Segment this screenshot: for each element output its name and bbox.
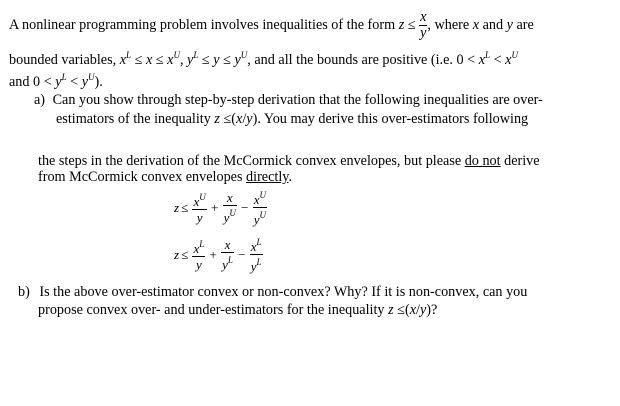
fraction-x-over-y: $\frac{x}{y}$ (420, 9, 427, 41)
equation-lower-estimator: z ≤ $\frac{x^L}{y}$ + $\frac{x}{y^L}$ − $\frac{x^L}{y^L}$ (174, 237, 262, 274)
part-a-line-3: the steps in the derivation of the McCormick convex envelopes, but please do not derive (38, 153, 540, 169)
emphasis-directly: directly (246, 169, 289, 185)
part-b-label: b) (18, 284, 30, 300)
part-a-label: a) (34, 92, 46, 108)
intro-text: A nonlinear programming problem involves inequalities of the form (9, 16, 396, 33)
intro-line-3: and $0 < y^L < y^U$). (9, 72, 103, 90)
part-a-line-4: from McCormick convex envelopes directly. (38, 169, 292, 185)
intro-line-2: bounded variables, $x^L \le x \le x^U$, $y^L \le y \le y^U$, and all the bounds are positive (i.e. $0 < x^L < x^U$ (9, 50, 518, 68)
part-a-line-2: estimators of the inequality z ≤(x/y). You may derive this over-estimators following (56, 111, 529, 127)
emphasis-do-not: do not (464, 153, 501, 169)
part-a-line-1: a) Can you show through step-by-step derivation that the following inequalities are over- (34, 92, 543, 108)
part-b-line-1: b) Is the above over-estimator convex or non-convex? Why? If it is non-convex, can you (18, 284, 528, 300)
le-symbol: ≤ (407, 16, 416, 33)
var-z: z (398, 16, 405, 33)
equation-upper-estimator: z ≤ $\frac{x^U}{y}$ + $\frac{x}{y^U}$ − $\frac{x^U}{y^U}$ (174, 190, 266, 227)
intro-line-1: A nonlinear programming problem involves inequalities of the form z ≤ $\frac{x}{y}$ , where x and y are (9, 9, 534, 41)
part-b-line-2: propose convex over- and under-estimators for the inequality z ≤(x/y)? (38, 302, 438, 318)
